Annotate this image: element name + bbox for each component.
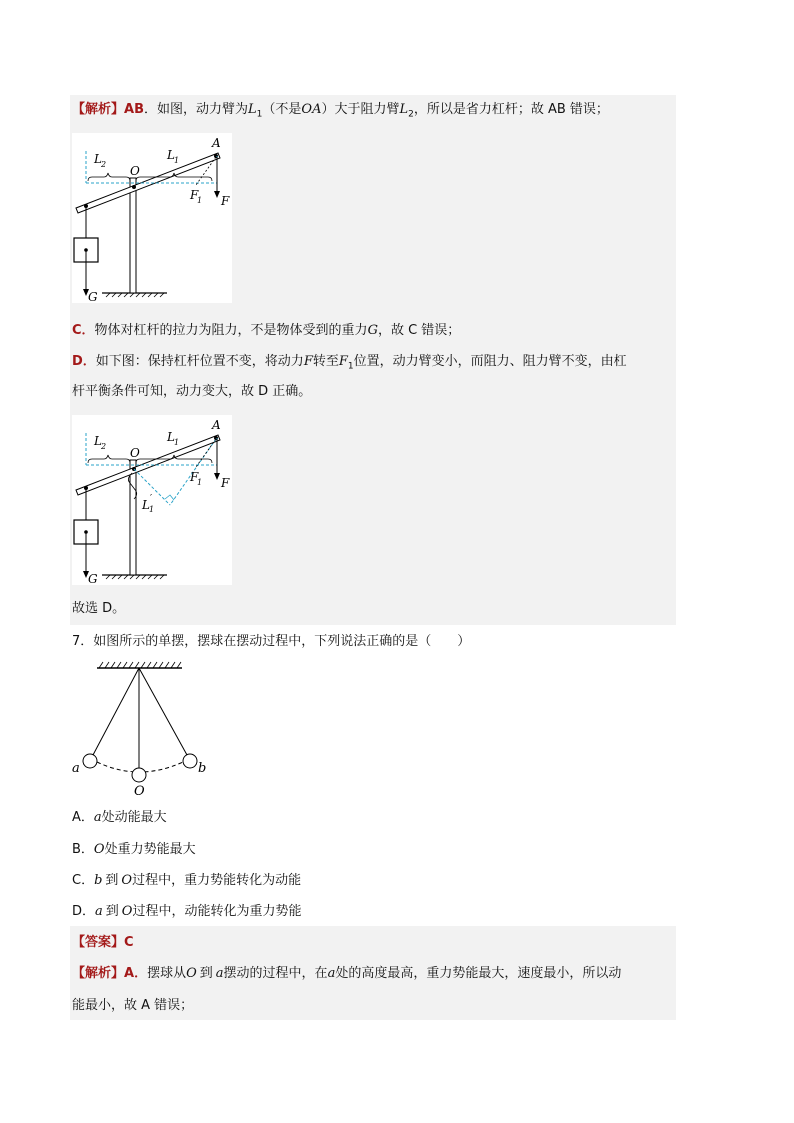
analysis-c-suffix: ，故 C 错误； <box>377 323 461 338</box>
option-c-key: C． <box>72 323 95 338</box>
analysis-2-line-1 <box>72 965 621 983</box>
label-F1: F <box>190 470 199 484</box>
label-L1-prime: L <box>142 498 150 512</box>
label-F: F <box>221 194 230 208</box>
option-a-key: A． <box>72 810 94 825</box>
pendulum-ball-o <box>132 768 146 782</box>
option-a-text: 处动能最大 <box>101 810 167 825</box>
option-d-mid: 到 <box>105 904 119 919</box>
answer-value: C <box>124 935 134 950</box>
lever-figure-2 <box>72 415 232 585</box>
label-L1: L <box>167 430 175 444</box>
pendulum-diagram <box>70 658 210 798</box>
math-symbol: L <box>248 102 257 117</box>
option-d-text: 过程中，动能转化为重力势能 <box>132 904 302 919</box>
option-d-key: D． <box>72 904 96 919</box>
analysis-2-line2: 能最小，故 A 错误； <box>72 998 194 1013</box>
analysis-c-g: G <box>367 323 378 338</box>
analysis-2-a1: a <box>215 966 224 981</box>
label-L2: L <box>94 152 102 166</box>
analysis-ab-fragment: （不是 <box>262 102 302 117</box>
pendulum-ball-a <box>83 754 97 768</box>
label-F1-sub: 1 <box>197 196 203 205</box>
analysis-2-key: A． <box>124 966 148 981</box>
math-symbol: OA <box>301 102 322 117</box>
analysis-2-tag: 【解析】 <box>72 966 125 981</box>
analysis-ab-line <box>72 101 609 124</box>
label-F1: F <box>190 188 199 202</box>
label-L1: L <box>167 148 175 162</box>
option-d-key: D． <box>72 354 96 369</box>
label-O: O <box>130 164 140 178</box>
pendulum-ball-b <box>183 754 197 768</box>
analysis-d-suffix: 位置，动力臂变小，而阻力、阻力臂不变，由杠 <box>353 354 627 369</box>
option-d <box>72 903 301 921</box>
option-a <box>72 809 167 827</box>
pendulum-label-a: a <box>72 761 80 776</box>
label-L1-sub: 1 <box>174 156 180 165</box>
analysis-ab-fragment: ）大于阻力臂 <box>321 102 400 117</box>
option-c-mid: 到 <box>105 873 119 888</box>
analysis-2-mid2: 摆动的过程中，在 <box>223 966 328 981</box>
analysis-d-line2: 杆平衡条件可知，动力变大，故 D 正确。 <box>72 384 312 399</box>
analysis-2-a2: a <box>327 966 336 981</box>
label-prime-mark: ′ <box>150 494 153 504</box>
analysis-2-suffix: 处的高度最高，重力势能最大，速度最小，所以动 <box>335 966 622 981</box>
option-b-text: 处重力势能最大 <box>104 842 196 857</box>
lever-figure-1 <box>72 133 232 303</box>
question-7-text: 7．如图所示的单摆，摆球在摆动过程中，下列说法正确的是（ ） <box>72 634 471 649</box>
analysis-2-o: O <box>186 966 197 981</box>
analysis-d-line-2 <box>72 383 311 401</box>
option-b-var: O <box>93 842 105 857</box>
label-L2-sub: 2 <box>101 160 107 169</box>
label-G: G <box>88 572 98 585</box>
lever-diagram-2 <box>72 415 232 585</box>
math-subscript: 1 <box>256 109 263 120</box>
conclusion-text: 故选 D。 <box>72 601 126 616</box>
option-b <box>72 841 196 859</box>
analysis-2-body: 摆球从 <box>147 966 187 981</box>
math-subscript: 2 <box>408 109 414 120</box>
label-L1-prime-sub: 1 <box>149 505 155 514</box>
analysis-d-mid: 转至 <box>312 354 339 369</box>
analysis-d-f1: F <box>338 354 348 369</box>
option-d-var2: O <box>121 904 133 919</box>
label-O: O <box>130 446 140 460</box>
label-A: A <box>212 418 221 432</box>
question-7-stem <box>72 633 470 651</box>
pendulum-figure <box>70 658 210 798</box>
option-b-key: B． <box>72 842 94 857</box>
option-ab-key: AB <box>124 102 144 117</box>
analysis-2-mid1: 到 <box>199 966 213 981</box>
lever-diagram-1 <box>72 133 232 303</box>
label-F: F <box>221 476 230 490</box>
label-L2-sub: 2 <box>101 442 107 451</box>
label-A: A <box>212 136 221 150</box>
analysis-d-body: 如下图：保持杠杆位置不变，将动力 <box>95 354 304 369</box>
analysis-d-line-1 <box>72 353 627 376</box>
analysis-ab-fragment: ．如图，动力臂为 <box>144 102 249 117</box>
pendulum-label-b: b <box>198 761 207 776</box>
label-G: G <box>88 290 98 303</box>
answer-tag: 【答案】 <box>72 935 125 950</box>
pendulum-label-o: O <box>134 784 145 798</box>
conclusion-line <box>72 600 125 618</box>
option-c-var: b <box>94 873 103 888</box>
label-L1-sub: 1 <box>174 438 180 447</box>
analysis-ab-fragment: ，所以是省力杠杆；故 AB 错误； <box>413 102 609 117</box>
analysis-ab-text <box>144 102 609 120</box>
option-c <box>72 872 301 890</box>
option-a-var: a <box>93 810 102 825</box>
label-L2: L <box>94 434 102 448</box>
analysis-c-line <box>72 322 460 340</box>
label-F1-sub: 1 <box>197 478 203 487</box>
analysis-d-f1-sub: 1 <box>347 361 354 372</box>
math-symbol: L <box>399 102 409 117</box>
analysis-2-line-2 <box>72 997 193 1015</box>
answer-line <box>72 934 134 952</box>
analysis-d-f: F <box>303 354 313 369</box>
analysis-tag: 【解析】 <box>72 102 125 117</box>
option-c-text: 过程中，重力势能转化为动能 <box>132 873 302 888</box>
analysis-c-body: 物体对杠杆的拉力为阻力，不是物体受到的重力 <box>94 323 368 338</box>
option-c-var2: O <box>121 873 133 888</box>
option-d-var: a <box>95 904 103 919</box>
option-c-key: C． <box>72 873 95 888</box>
